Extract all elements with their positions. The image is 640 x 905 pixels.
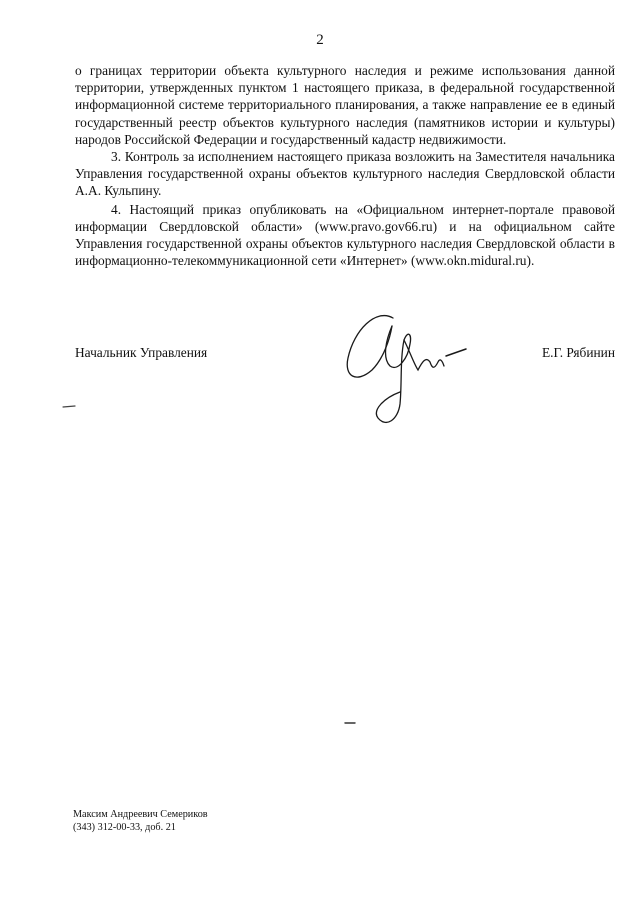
document-body	[75, 62, 615, 269]
scan-speck	[344, 720, 356, 726]
executor-phone: (343) 312-00-33, доб. 21	[73, 822, 176, 833]
executor-name: Максим Андреевич Семериков	[73, 809, 208, 820]
handwritten-signature	[338, 300, 478, 440]
executor-contact	[73, 808, 208, 834]
paragraph-item-4: 4. Настоящий приказ опубликовать на «Официальном интернет-портале правовой информации Свердловской области» (www.pravo.gov66.ru) и на официальном сайте Управления государственной охраны объектов культурного наследия Свердловской области в информационно-телекоммуникационной сети «Интернет» (www.okn.midural.ru).	[75, 201, 615, 269]
paragraph-continuation: о границах территории объекта культурного наследия и режиме использования данной территории, утвержденных пунктом 1 настоящего приказа, в федеральной государственной информационной системе территориального планирования, а также направление ее в единый государственный реестр объектов культурного наследия (памятников истории и культуры) народов Российской Федерации и государственный кадастр недвижимости.	[75, 63, 615, 147]
scan-speck	[62, 404, 76, 410]
paragraph-item-3: 3. Контроль за исполнением настоящего приказа возложить на Заместителя начальника Управления государственной охраны объектов культурного наследия Свердловской области А.А. Кульпину.	[75, 149, 615, 199]
signer-name: Е.Г. Рябинин	[541, 345, 615, 360]
signer-position: Начальник Управления	[75, 345, 208, 360]
page-number: 2	[316, 32, 324, 48]
